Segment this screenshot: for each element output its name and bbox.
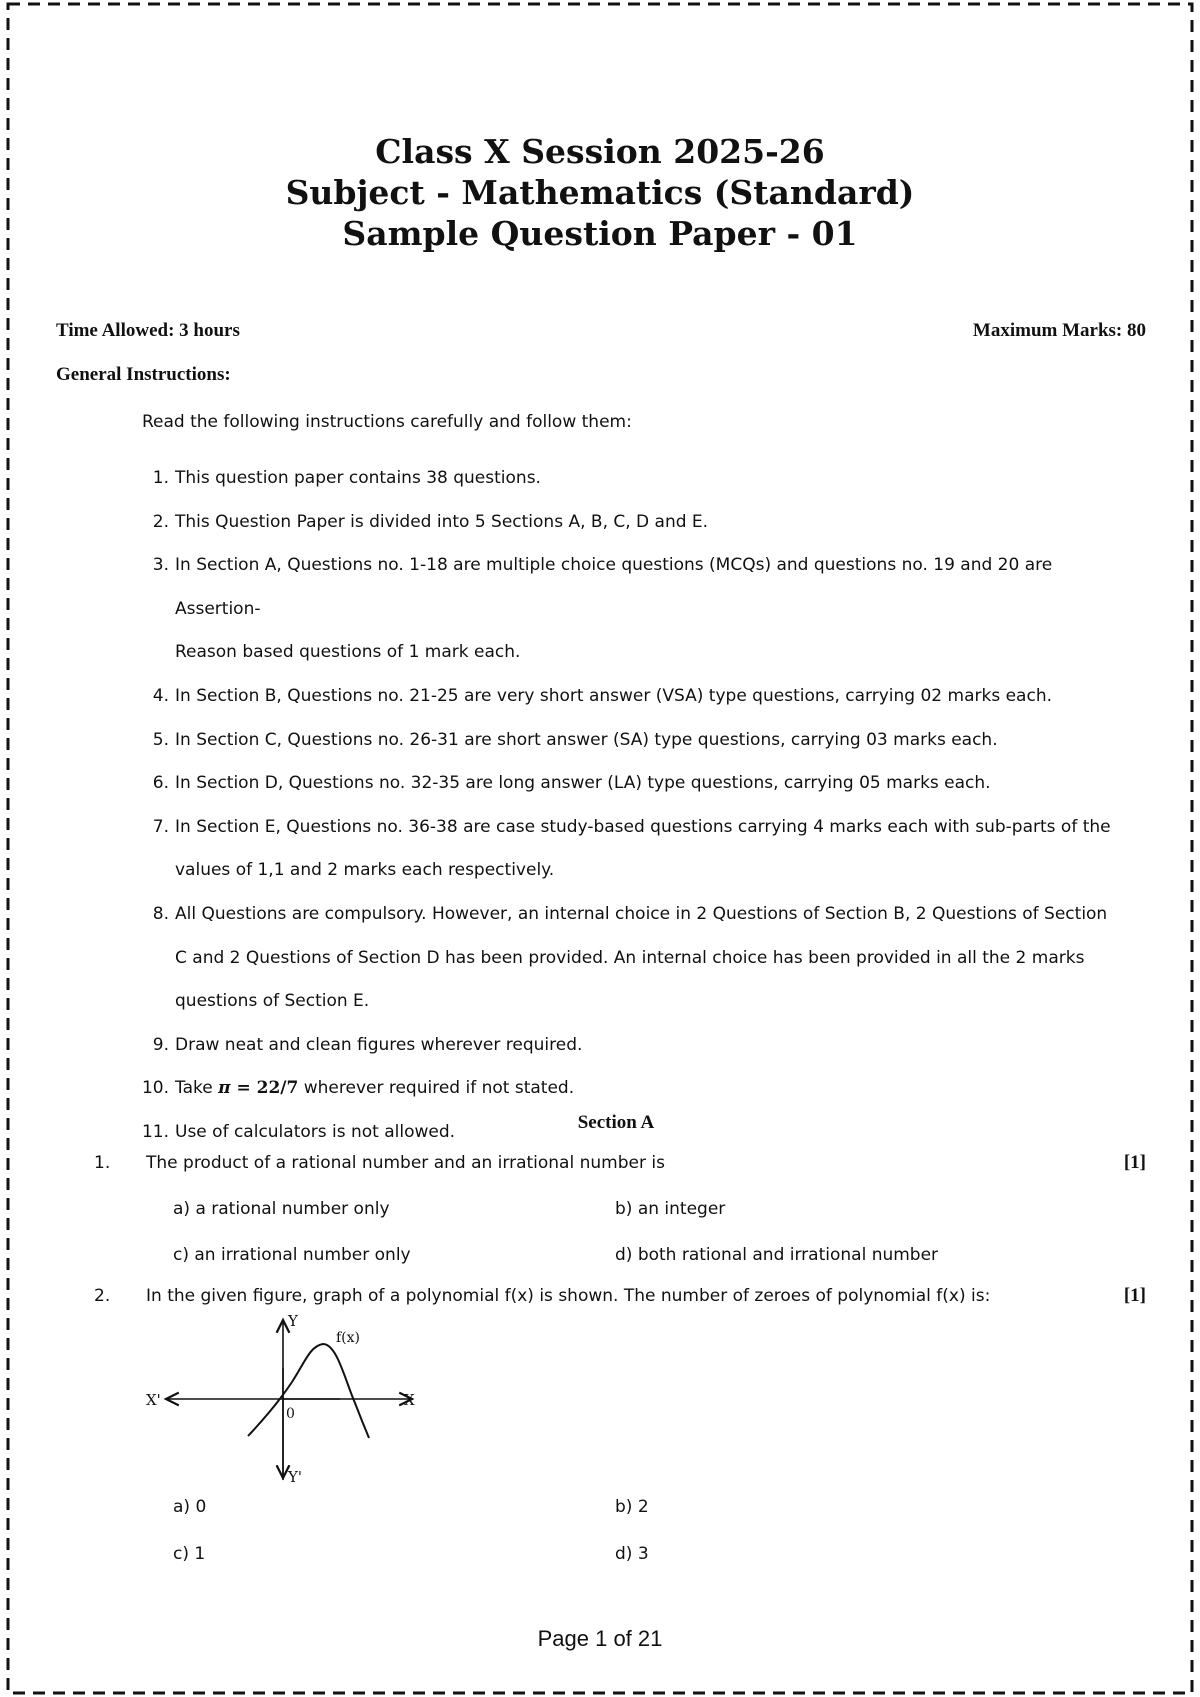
polynomial-graph xyxy=(140,1308,430,1488)
origin-label: 0 xyxy=(286,1406,295,1422)
polynomial-curve xyxy=(248,1344,369,1438)
question-text: In the given figure, graph of a polynomial f(x) is shown. The number of zeroes of polynomial f(x) is: xyxy=(146,1286,991,1306)
instruction-item: 11. Use of calculators is not allowed. xyxy=(141,1121,456,1142)
x-axis-label: X xyxy=(404,1391,415,1409)
pi-value: = 22/7 xyxy=(230,1078,299,1099)
option-c: c) an irrational number only xyxy=(173,1245,411,1265)
option-a: a) a rational number only xyxy=(173,1199,390,1219)
pi-symbol: π xyxy=(218,1078,231,1099)
question-text: The product of a rational number and an irrational number is xyxy=(146,1153,665,1173)
instruction-item: 9. Draw neat and clean figures wherever required. xyxy=(152,1034,583,1055)
instruction-item: 1. This question paper contains 38 questions. xyxy=(152,468,541,488)
instruction-item: 3. In Section A, Questions no. 1-18 are multiple choice questions (MCQs) and questions no. 19 and 20 are Assertion- xyxy=(152,555,1053,619)
instruction-item-continued: questions of Section E. xyxy=(175,991,370,1012)
title-line-3: Sample Question Paper - 01 xyxy=(342,214,858,253)
instruction-item-continued: Reason based questions of 1 mark each. xyxy=(175,642,521,663)
x-neg-axis-label: X' xyxy=(146,1391,161,1409)
maximum-marks: Maximum Marks: 80 xyxy=(972,320,1146,341)
option-d: d) both rational and irrational number xyxy=(615,1245,939,1265)
title-line-1: Class X Session 2025-26 xyxy=(375,132,825,171)
y-axis-label: Y xyxy=(288,1312,298,1330)
option-d: d) 3 xyxy=(615,1544,649,1564)
instructions-list xyxy=(133,457,1143,1155)
instruction-item: 5. In Section C, Questions no. 26-31 are short answer (SA) type questions, carrying 03 marks each. xyxy=(152,729,998,750)
question-marks: [1] xyxy=(1123,1285,1146,1306)
title-line-2: Subject - Mathematics (Standard) xyxy=(285,173,915,212)
option-b: b) an integer xyxy=(615,1199,726,1219)
question-marks: [1] xyxy=(1123,1152,1146,1173)
option-b: b) 2 xyxy=(615,1497,649,1517)
section-a-heading: Section A xyxy=(577,1112,655,1133)
question-number: 1. xyxy=(94,1153,111,1173)
option-a: a) 0 xyxy=(173,1497,207,1517)
instruction-item: 8. All Questions are compulsory. However, an internal choice in 2 Questions of Section B, 2 Questions of Section xyxy=(152,903,1108,924)
instruction-item-continued: values of 1,1 and 2 marks each respectively. xyxy=(175,860,555,881)
page-number: Page 1 of 21 xyxy=(537,1626,663,1651)
time-allowed: Time Allowed: 3 hours xyxy=(56,320,240,341)
curve-label: f(x) xyxy=(336,1330,361,1346)
instruction-item-continued: C and 2 Questions of Section D has been provided. An internal choice has been provided in all the 2 marks xyxy=(175,947,1085,968)
instruction-item: 4. In Section B, Questions no. 21-25 are very short answer (VSA) type questions, carrying 02 marks each. xyxy=(152,685,1053,706)
instruction-item: 7. In Section E, Questions no. 36-38 are case study-based questions carrying 4 marks each with sub-parts of the xyxy=(152,816,1111,837)
option-c: c) 1 xyxy=(173,1544,206,1564)
general-instructions-heading: General Instructions: xyxy=(56,364,231,385)
y-neg-axis-label: Y' xyxy=(288,1468,303,1486)
question-number: 2. xyxy=(94,1286,111,1306)
instruction-item: 10. Take π = 22/7 wherever required if not stated. xyxy=(141,1078,575,1099)
instruction-item: 2. This Question Paper is divided into 5 Sections A, B, C, D and E. xyxy=(152,511,709,532)
instruction-item: 6. In Section D, Questions no. 32-35 are long answer (LA) type questions, carrying 05 marks each. xyxy=(152,773,991,794)
instructions-intro: Read the following instructions carefully and follow them: xyxy=(142,412,632,432)
